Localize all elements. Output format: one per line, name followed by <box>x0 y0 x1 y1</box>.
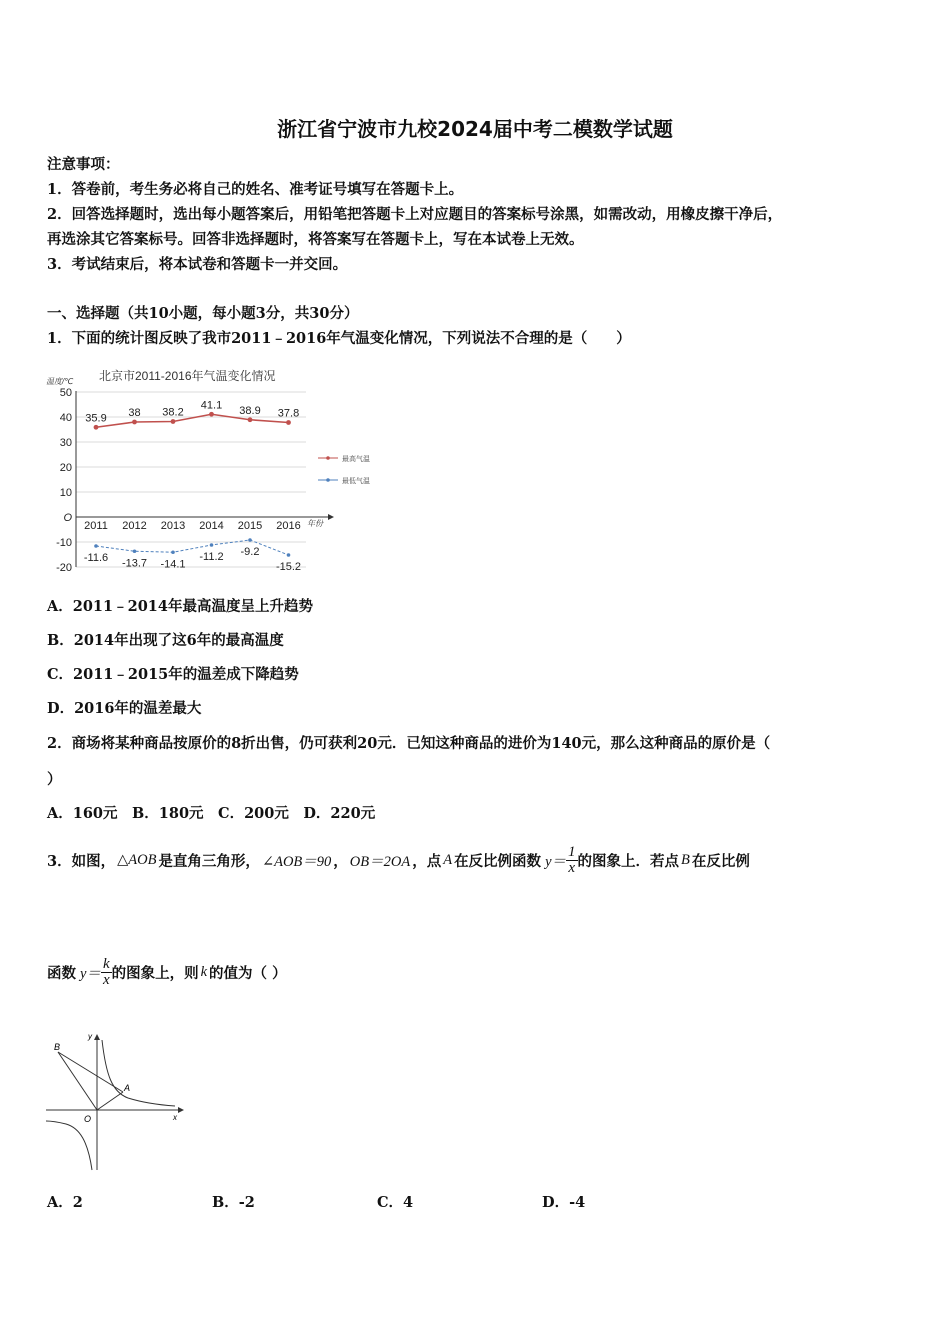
chart-x-arrow <box>328 514 334 520</box>
chart-data-point <box>171 550 175 554</box>
notice-item: 再选涂其它答案标号。回答非选择题时，将答案写在答题卡上，写在本试卷上无效。 <box>47 231 584 248</box>
chart-data-point <box>94 425 99 430</box>
chart-data-point <box>209 412 214 417</box>
chart-y-tick-label: -20 <box>56 562 72 574</box>
chart-legend-marker <box>326 478 330 482</box>
q3-stem-line1: 3．如图， △AOB 是直角三角形， ∠AOB＝90 ， OB＝2OA ，点 A 在反比例函数 y＝ $\frac{1}{x}$ 的图象上．若点 B 在反比例 <box>47 843 750 876</box>
q2-stem: 2．商场将某种商品按原价的8折出售，仍可获利20元．已知这种商品的进价为140元，那么这种商品的原价是（ <box>47 735 771 752</box>
q3-option-c: C．4 <box>377 1194 414 1211</box>
q2-stem-end: ） <box>47 771 62 788</box>
q3-stem-line2: 函数 y＝ $\frac{k}{x}$ 的图象上，则 k 的值为（ ） <box>47 955 287 988</box>
section-heading: 一、选择题（共10小题，每小题3分，共30分） <box>47 305 359 322</box>
chart-data-label: 38.2 <box>162 406 184 419</box>
chart-data-label: 38.9 <box>239 404 261 417</box>
q3-option-b: B．-2 <box>212 1194 255 1211</box>
chart-data-label: 35.9 <box>85 412 107 425</box>
chart-x-tick-label: 2011 <box>84 520 108 532</box>
q3-option-d: D．-4 <box>542 1194 586 1211</box>
chart-y-tick-label: 50 <box>59 387 72 399</box>
temperature-chart <box>44 362 389 574</box>
chart-data-point <box>132 420 137 425</box>
chart-data-label: -15.2 <box>275 561 302 573</box>
fraction-1-over-x: $\frac{1}{x}$ <box>568 843 576 876</box>
chart-x-tick-label: 2015 <box>237 520 263 532</box>
q1-stem: 1．下面的统计图反映了我市2011﹣2016年气温变化情况，下列说法不合理的是（ ） <box>47 330 631 347</box>
notice-item: 2．回答选择题时，选出每小题答案后，用铅笔把答题卡上对应题目的答案标号涂黑，如需改动，用橡皮擦干净后， <box>47 206 783 223</box>
chart-y-tick-label: -10 <box>56 537 72 549</box>
chart-title: 北京市2011-2016年气温变化情况 <box>99 369 276 383</box>
point-b-label: B <box>54 1042 61 1052</box>
chart-legend-label: 最低气温 <box>342 478 370 485</box>
chart-data-point <box>248 538 252 542</box>
notice-heading: 注意事项： <box>47 156 120 173</box>
chart-data-point <box>286 420 291 425</box>
chart-y-tick-label: 30 <box>59 437 72 449</box>
chart-data-label: -13.7 <box>121 557 148 570</box>
chart-data-label: 37.8 <box>277 407 300 420</box>
q1-option-c: C．2011﹣2015年的温差成下降趋势 <box>47 666 299 683</box>
chart-y-tick-label: O <box>63 512 72 524</box>
q2-options: A．160元 B．180元 C．200元 D．220元 <box>47 805 376 822</box>
chart-data-label: -9.2 <box>240 546 260 558</box>
chart-legend-label: 最高气温 <box>342 456 370 463</box>
chart-data-label: -11.6 <box>83 552 109 564</box>
chart-data-label: 38 <box>128 407 141 419</box>
chart-data-point <box>133 549 137 553</box>
chart-ylabel: 温度/℃ <box>46 377 74 386</box>
chart-xlabel: 年份 <box>307 519 323 528</box>
chart-data-point <box>248 417 253 422</box>
chart-data-label: 41.1 <box>200 399 223 412</box>
notice-item: 1．答卷前，考生务必将自己的姓名、准考证号填写在答题卡上。 <box>47 181 464 198</box>
q1-option-b: B．2014年出现了这6年的最高温度 <box>47 632 284 649</box>
chart-data-label: -11.2 <box>199 551 224 563</box>
q1-option-d: D．2016年的温差最大 <box>47 700 202 717</box>
y-axis-label: y <box>88 1032 92 1041</box>
chart-legend-marker <box>326 456 330 460</box>
chart-x-tick-label: 2012 <box>122 520 147 532</box>
chart-x-tick-label: 2013 <box>160 520 186 532</box>
chart-data-point <box>171 419 176 424</box>
chart-data-point <box>210 543 214 547</box>
fraction-k-over-x: $\frac{k}{x}$ <box>102 955 110 988</box>
q1-option-a: A．2011﹣2014年最高温度呈上升趋势 <box>47 598 313 615</box>
chart-data-label: -14.1 <box>160 558 186 571</box>
notice-item: 3．考试结束后，将本试卷和答题卡一并交回。 <box>47 256 348 273</box>
page-title: 浙江省宁波市九校2024届中考二模数学试题 <box>277 117 673 141</box>
chart-x-tick-label: 2016 <box>276 520 301 532</box>
x-axis-label: x <box>173 1113 177 1122</box>
origin-label: O <box>84 1114 92 1124</box>
chart-y-tick-label: 40 <box>59 412 72 424</box>
chart-data-point <box>287 553 291 557</box>
q3-option-a: A．2 <box>47 1194 83 1211</box>
point-a-label: A <box>124 1083 131 1093</box>
chart-y-tick-label: 20 <box>59 462 72 474</box>
chart-x-tick-label: 2014 <box>199 520 224 532</box>
chart-data-point <box>94 544 98 548</box>
q3-figure <box>40 1030 190 1175</box>
chart-y-tick-label: 10 <box>59 487 72 499</box>
